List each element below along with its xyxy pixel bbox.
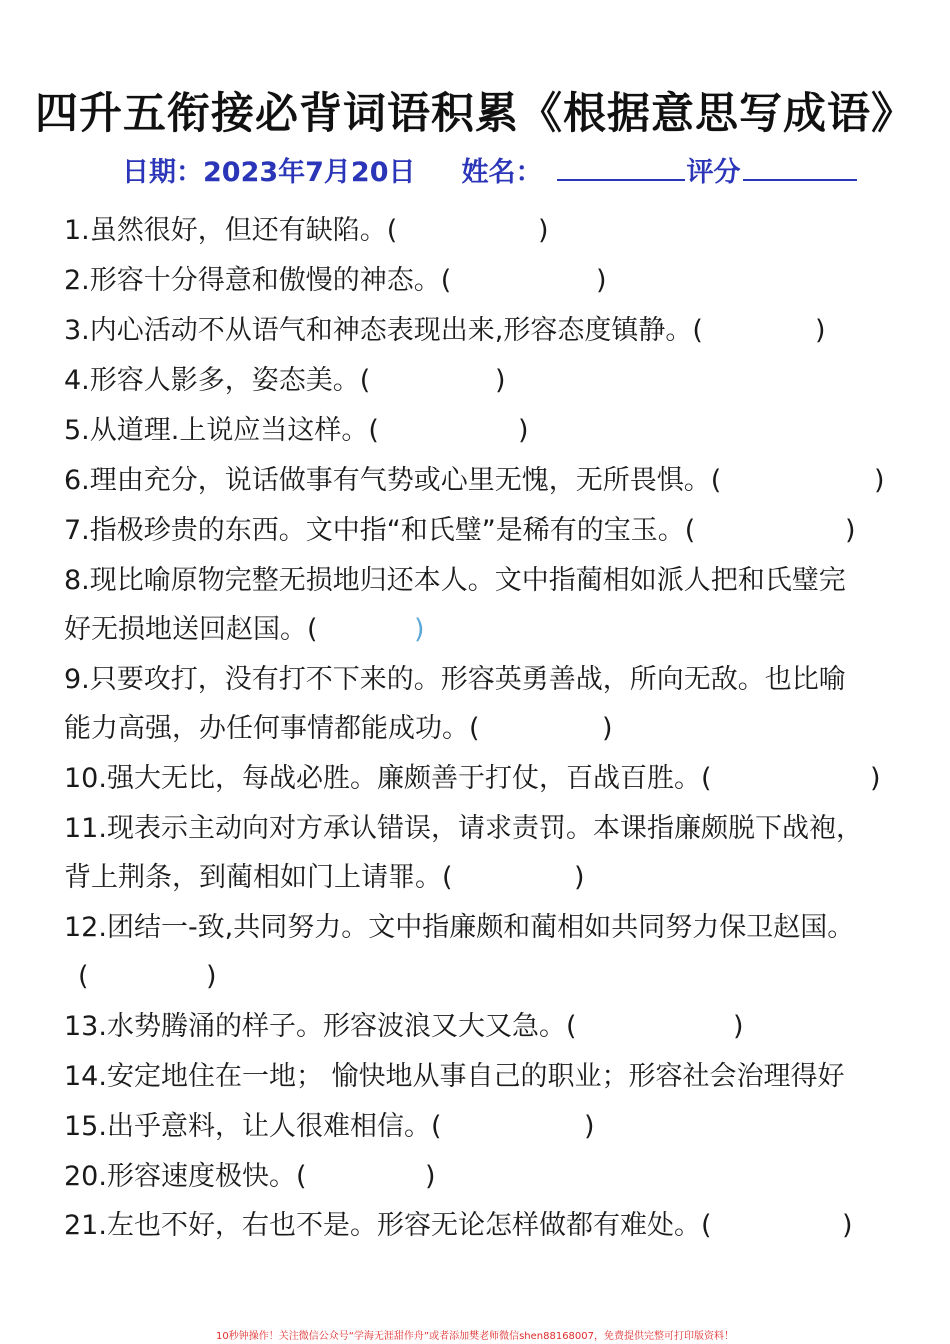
answer-blank-close[interactable]: ) — [495, 365, 506, 396]
date-value: 2023年7月20日 — [203, 157, 416, 188]
question-11-line-2: 背上荆条，到蔺相如门上请罪。( — [64, 862, 453, 893]
question-2: 2.形容十分得意和傲慢的神态。( — [64, 265, 452, 296]
question-12-line-2: ( — [78, 961, 89, 992]
answer-blank-close[interactable]: ) — [414, 614, 425, 645]
answer-blank-close[interactable]: ) — [574, 862, 585, 893]
question-9-line-2: 能力高强，办任何事情都能成功。( — [64, 713, 480, 744]
answer-blank-close[interactable]: ) — [206, 961, 217, 992]
answer-blank-close[interactable]: ) — [584, 1111, 595, 1142]
question-8-line-1: 8.现比喻原物完整无损地归还本人。文中指蔺相如派人把和氏璧完 — [64, 565, 846, 596]
question-4: 4.形容人影多，姿态美。( — [64, 365, 371, 396]
question-6: 6.理由充分，说话做事有气势或心里无愧，无所畏惧。( — [64, 465, 722, 496]
answer-blank-close[interactable]: ) — [733, 1011, 744, 1042]
answer-blank-close[interactable]: ) — [518, 415, 529, 446]
answer-blank-close[interactable]: ) — [425, 1161, 436, 1192]
question-15: 15.出乎意料，让人很难相信。( — [64, 1111, 442, 1142]
worksheet-meta — [122, 150, 857, 189]
question-7: 7.指极珍贵的东西。文中指“和氏璧”是稀有的宝玉。( — [64, 515, 696, 546]
score-blank[interactable] — [743, 153, 857, 181]
question-8-line-2: 好无损地送回赵国。( — [64, 614, 318, 645]
question-12-line-1: 12.团结一-致,共同努力。文中指廉颇和蔺相如共同努力保卫赵国。 — [64, 912, 855, 943]
answer-blank-close[interactable]: ) — [842, 1210, 853, 1241]
question-14: 14.安定地住在一地； 愉快地从事自己的职业；形容社会治理得好 — [64, 1061, 845, 1092]
answer-blank-close[interactable]: ) — [870, 763, 881, 794]
answer-blank-close[interactable]: ) — [845, 515, 856, 546]
answer-blank-close[interactable]: ) — [874, 465, 885, 496]
answer-blank-close[interactable]: ) — [538, 215, 549, 246]
question-10: 10.强大无比，每战必胜。廉颇善于打仗，百战百胜。( — [64, 763, 712, 794]
question-11-line-1: 11.现表示主动向对方承认错误，请求责罚。本课指廉颇脱下战袍， — [64, 813, 863, 844]
question-20: 20.形容速度极快。( — [64, 1161, 307, 1192]
answer-blank-close[interactable]: ) — [815, 315, 826, 346]
question-5: 5.从道理.上说应当这样。( — [64, 415, 379, 446]
question-9-line-1: 9.只要攻打，没有打不下来的。形容英勇善战，所向无敌。也比喻 — [64, 664, 846, 695]
footer-notice: 10秒钟操作！关注微信公众号“学海无涯甜作舟”或者添加樊老师微信shen88168007，免费提供完整可打印版资料！ — [215, 1331, 735, 1342]
question-21: 21.左也不好，右也不是。形容无论怎样做都有难处。( — [64, 1210, 712, 1241]
question-13: 13.水势腾涌的样子。形容波浪又大又急。( — [64, 1011, 577, 1042]
score-label: 评分 — [686, 157, 741, 188]
answer-blank-close[interactable]: ) — [596, 265, 607, 296]
page-title: 四升五衔接必背词语积累《根据意思写成语》 — [35, 89, 915, 139]
name-blank[interactable] — [557, 153, 685, 181]
question-1: 1.虽然很好，但还有缺陷。( — [64, 215, 398, 246]
date-label: 日期： — [122, 157, 203, 188]
question-3: 3.内心活动不从语气和神态表现出来,形容态度镇静。( — [64, 315, 703, 346]
answer-blank-close[interactable]: ) — [602, 713, 613, 744]
name-label: 姓名： — [461, 157, 543, 188]
